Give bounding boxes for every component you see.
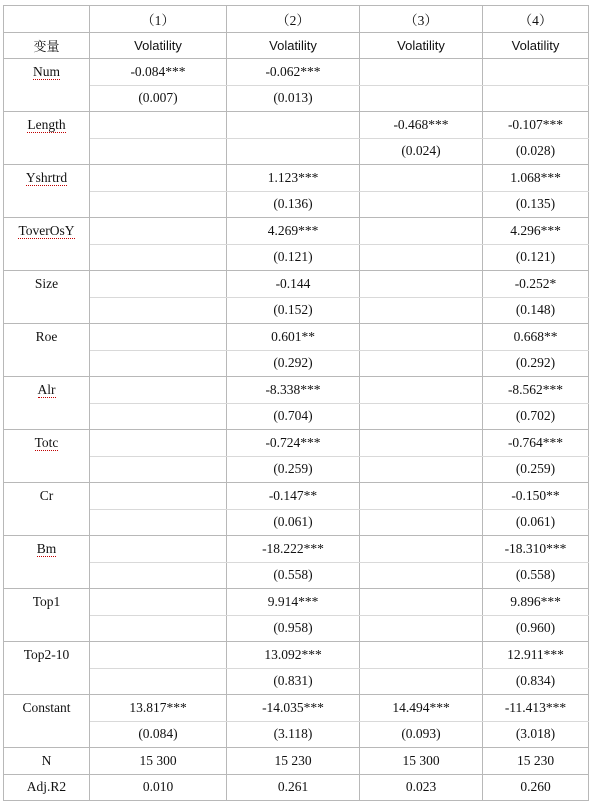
table-row	[4, 668, 589, 695]
variable-name: Num	[33, 63, 60, 79]
table-row	[4, 483, 589, 510]
coefficient-cell: 4.296***	[483, 218, 589, 245]
standard-error-cell: (0.135)	[483, 191, 589, 218]
coefficient-cell: 14.494***	[360, 695, 483, 722]
coefficient-cell	[90, 430, 227, 457]
standard-error-cell: (0.007)	[90, 85, 227, 112]
variable-name-cell	[4, 271, 90, 298]
coefficient-cell: -8.338***	[227, 377, 360, 404]
standard-error-cell	[90, 509, 227, 536]
coefficient-cell	[90, 589, 227, 616]
coefficient-cell: 4.269***	[227, 218, 360, 245]
coefficient-cell: -0.468***	[360, 112, 483, 139]
regression-table-container	[3, 5, 589, 801]
variable-name: Totc	[34, 434, 59, 450]
coefficient-cell: -0.150**	[483, 483, 589, 510]
variable-name-cell	[4, 695, 90, 722]
coefficient-cell: -18.222***	[227, 536, 360, 563]
empty-label-cell	[4, 562, 90, 589]
header-row-model-numbers	[4, 6, 589, 33]
variable-name-cell	[4, 589, 90, 616]
statistic-value: 15 230	[483, 748, 589, 775]
table-row	[4, 509, 589, 536]
model-number-1: （1）	[90, 6, 227, 33]
regression-table	[3, 5, 589, 801]
standard-error-cell	[90, 244, 227, 271]
dependent-3: Volatility	[360, 32, 483, 59]
standard-error-cell	[483, 85, 589, 112]
coefficient-cell: -0.107***	[483, 112, 589, 139]
table-row	[4, 562, 589, 589]
standard-error-cell: (0.831)	[227, 668, 360, 695]
model-number-3: （3）	[360, 6, 483, 33]
coefficient-cell	[360, 377, 483, 404]
coefficient-cell: -0.252*	[483, 271, 589, 298]
coefficient-cell	[90, 483, 227, 510]
statistic-name: Adj.R2	[4, 774, 90, 801]
statistic-value: 15 230	[227, 748, 360, 775]
coefficient-cell: -0.764***	[483, 430, 589, 457]
table-row	[4, 85, 589, 112]
variable-name: Top2-10	[23, 646, 70, 662]
variable-name: Constant	[22, 699, 71, 715]
standard-error-cell: (0.013)	[227, 85, 360, 112]
coefficient-cell	[90, 112, 227, 139]
coefficient-cell	[360, 536, 483, 563]
empty-label-cell	[4, 85, 90, 112]
standard-error-cell	[360, 191, 483, 218]
variable-name-cell	[4, 324, 90, 351]
coefficient-cell	[360, 165, 483, 192]
coefficient-cell: 0.601**	[227, 324, 360, 351]
coefficient-cell	[90, 642, 227, 669]
variable-name: Size	[34, 275, 59, 291]
coefficient-cell: 13.092***	[227, 642, 360, 669]
standard-error-cell: (0.121)	[483, 244, 589, 271]
coefficient-cell: 13.817***	[90, 695, 227, 722]
variable-name: Alr	[37, 381, 56, 397]
variable-name: Roe	[35, 328, 58, 344]
coefficient-cell: 12.911***	[483, 642, 589, 669]
model-number-4: （4）	[483, 6, 589, 33]
dependent-1: Volatility	[90, 32, 227, 59]
standard-error-cell: (3.018)	[483, 721, 589, 748]
variable-name-cell	[4, 536, 90, 563]
coefficient-cell	[90, 271, 227, 298]
standard-error-cell	[90, 615, 227, 642]
variable-name-cell	[4, 218, 90, 245]
header-empty-cell	[4, 6, 90, 33]
table-row	[4, 218, 589, 245]
empty-label-cell	[4, 191, 90, 218]
standard-error-cell: (0.061)	[227, 509, 360, 536]
dependent-2: Volatility	[227, 32, 360, 59]
table-row	[4, 165, 589, 192]
standard-error-cell	[90, 350, 227, 377]
standard-error-cell: (0.292)	[483, 350, 589, 377]
standard-error-cell: (0.084)	[90, 721, 227, 748]
table-row	[4, 138, 589, 165]
table-row	[4, 271, 589, 298]
coefficient-cell	[90, 324, 227, 351]
empty-label-cell	[4, 668, 90, 695]
standard-error-cell	[360, 668, 483, 695]
statistic-value: 15 300	[360, 748, 483, 775]
table-row	[4, 774, 589, 801]
standard-error-cell: (0.958)	[227, 615, 360, 642]
empty-label-cell	[4, 244, 90, 271]
statistic-value: 0.010	[90, 774, 227, 801]
standard-error-cell: (0.558)	[227, 562, 360, 589]
standard-error-cell	[227, 138, 360, 165]
table-row	[4, 748, 589, 775]
standard-error-cell	[360, 350, 483, 377]
empty-label-cell	[4, 350, 90, 377]
table-row	[4, 59, 589, 86]
coefficient-cell: -0.062***	[227, 59, 360, 86]
variable-name-cell	[4, 59, 90, 86]
standard-error-cell	[90, 456, 227, 483]
variable-name: Yshrtrd	[25, 169, 68, 185]
variable-label: 变量	[4, 32, 90, 59]
statistic-value: 0.023	[360, 774, 483, 801]
variable-name-cell	[4, 377, 90, 404]
standard-error-cell	[90, 562, 227, 589]
standard-error-cell: (0.148)	[483, 297, 589, 324]
coefficient-cell	[90, 165, 227, 192]
coefficient-cell	[360, 218, 483, 245]
table-row	[4, 377, 589, 404]
standard-error-cell	[360, 615, 483, 642]
statistics-rows	[4, 748, 589, 801]
coefficient-cell: -0.724***	[227, 430, 360, 457]
table-row	[4, 642, 589, 669]
table-row	[4, 350, 589, 377]
table-row	[4, 403, 589, 430]
coefficient-cell: -0.144	[227, 271, 360, 298]
coefficient-cell: -18.310***	[483, 536, 589, 563]
table-row	[4, 324, 589, 351]
coefficient-cell: -8.562***	[483, 377, 589, 404]
standard-error-cell: (0.702)	[483, 403, 589, 430]
variable-name: Bm	[36, 540, 57, 556]
table-row	[4, 456, 589, 483]
header-row-dependent	[4, 32, 589, 59]
statistic-value: 0.261	[227, 774, 360, 801]
statistic-name: N	[4, 748, 90, 775]
standard-error-cell: (0.704)	[227, 403, 360, 430]
variable-name: Length	[27, 116, 66, 132]
standard-error-cell	[360, 403, 483, 430]
table-row	[4, 297, 589, 324]
coefficient-cell	[360, 59, 483, 86]
coefficient-rows	[4, 59, 589, 748]
standard-error-cell: (0.960)	[483, 615, 589, 642]
coefficient-cell	[360, 642, 483, 669]
coefficient-cell: 0.668**	[483, 324, 589, 351]
standard-error-cell	[360, 85, 483, 112]
standard-error-cell: (0.259)	[227, 456, 360, 483]
coefficient-cell: 9.896***	[483, 589, 589, 616]
coefficient-cell	[360, 483, 483, 510]
table-row	[4, 191, 589, 218]
dependent-4: Volatility	[483, 32, 589, 59]
coefficient-cell: 1.068***	[483, 165, 589, 192]
coefficient-cell	[360, 430, 483, 457]
empty-label-cell	[4, 721, 90, 748]
coefficient-cell	[227, 112, 360, 139]
standard-error-cell: (0.121)	[227, 244, 360, 271]
empty-label-cell	[4, 403, 90, 430]
table-row	[4, 430, 589, 457]
variable-name: Cr	[39, 487, 54, 503]
table-row	[4, 615, 589, 642]
empty-label-cell	[4, 297, 90, 324]
standard-error-cell: (0.024)	[360, 138, 483, 165]
standard-error-cell	[90, 297, 227, 324]
coefficient-cell: 1.123***	[227, 165, 360, 192]
coefficient-cell: -0.084***	[90, 59, 227, 86]
standard-error-cell	[90, 668, 227, 695]
coefficient-cell: 9.914***	[227, 589, 360, 616]
standard-error-cell: (0.061)	[483, 509, 589, 536]
variable-name-cell	[4, 430, 90, 457]
standard-error-cell: (0.152)	[227, 297, 360, 324]
standard-error-cell: (0.259)	[483, 456, 589, 483]
standard-error-cell	[90, 191, 227, 218]
table-row	[4, 721, 589, 748]
variable-name-cell	[4, 483, 90, 510]
standard-error-cell: (0.292)	[227, 350, 360, 377]
standard-error-cell: (3.118)	[227, 721, 360, 748]
standard-error-cell: (0.558)	[483, 562, 589, 589]
empty-label-cell	[4, 509, 90, 536]
empty-label-cell	[4, 615, 90, 642]
table-row	[4, 536, 589, 563]
model-number-2: （2）	[227, 6, 360, 33]
standard-error-cell	[90, 138, 227, 165]
variable-name: Top1	[32, 593, 61, 609]
empty-label-cell	[4, 456, 90, 483]
standard-error-cell: (0.136)	[227, 191, 360, 218]
standard-error-cell: (0.028)	[483, 138, 589, 165]
empty-label-cell	[4, 138, 90, 165]
standard-error-cell: (0.093)	[360, 721, 483, 748]
table-row	[4, 112, 589, 139]
variable-name-cell	[4, 642, 90, 669]
coefficient-cell	[90, 377, 227, 404]
coefficient-cell	[90, 536, 227, 563]
coefficient-cell: -0.147**	[227, 483, 360, 510]
coefficient-cell	[90, 218, 227, 245]
table-row	[4, 589, 589, 616]
coefficient-cell: -14.035***	[227, 695, 360, 722]
variable-name-cell	[4, 165, 90, 192]
coefficient-cell: -11.413***	[483, 695, 589, 722]
standard-error-cell	[90, 403, 227, 430]
coefficient-cell	[360, 271, 483, 298]
coefficient-cell	[360, 589, 483, 616]
standard-error-cell	[360, 244, 483, 271]
statistic-value: 0.260	[483, 774, 589, 801]
variable-name-cell	[4, 112, 90, 139]
coefficient-cell	[483, 59, 589, 86]
statistic-value: 15 300	[90, 748, 227, 775]
standard-error-cell	[360, 509, 483, 536]
standard-error-cell	[360, 297, 483, 324]
standard-error-cell: (0.834)	[483, 668, 589, 695]
standard-error-cell	[360, 562, 483, 589]
table-row	[4, 695, 589, 722]
coefficient-cell	[360, 324, 483, 351]
table-row	[4, 244, 589, 271]
standard-error-cell	[360, 456, 483, 483]
variable-name: ToverOsY	[18, 222, 75, 238]
